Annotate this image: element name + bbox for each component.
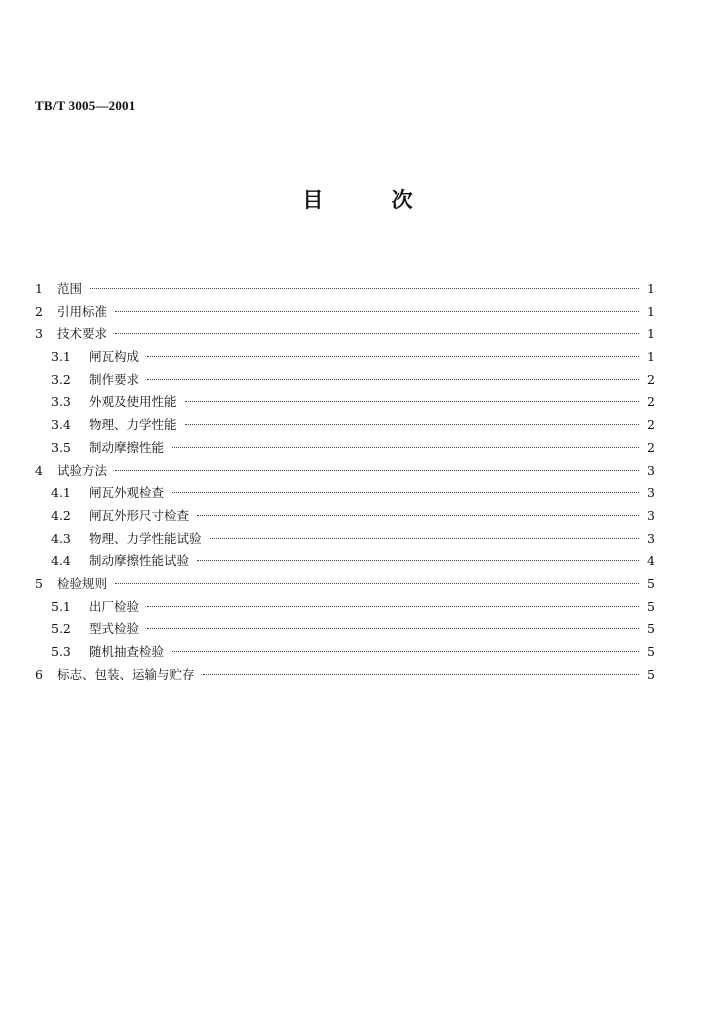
- toc-entry-leader: [90, 288, 639, 289]
- toc-entry-number: 6: [35, 666, 43, 682]
- toc-entry[interactable]: [35, 505, 655, 528]
- toc-entry-number: 4.3: [51, 530, 71, 546]
- toc-entry-number: 5.3: [51, 644, 71, 659]
- toc-entry-title: 标志、包装、运输与贮存: [57, 666, 195, 682]
- toc-entry[interactable]: [35, 437, 655, 460]
- toc-entry-title: 技术要求: [57, 326, 108, 342]
- toc-entry-page: 5: [647, 644, 655, 659]
- toc-entry[interactable]: [35, 323, 655, 346]
- toc-entry-page: 5: [647, 598, 655, 614]
- toc-entry-page: 1: [647, 303, 655, 319]
- toc-entry-page: 3: [647, 485, 655, 501]
- toc-entry[interactable]: [35, 550, 655, 573]
- toc-entry-number: 4: [35, 462, 43, 478]
- toc-entry[interactable]: [35, 301, 655, 324]
- toc-entry-number: 4.1: [51, 485, 71, 501]
- toc-entry-leader: [203, 674, 639, 675]
- toc-entry-leader: [147, 628, 639, 629]
- toc-entry-number: 3.4: [51, 417, 71, 433]
- toc-entry-leader: [185, 424, 639, 425]
- toc-entry-title: 制作要求: [89, 371, 140, 387]
- toc-entry[interactable]: [35, 346, 655, 369]
- toc-entry-leader: [172, 492, 639, 493]
- toc-entry-page: 1: [647, 326, 655, 342]
- toc-entry-title: 引用标准: [57, 303, 108, 319]
- toc-entry[interactable]: [35, 618, 655, 641]
- toc-entry[interactable]: [35, 664, 655, 687]
- toc-entry-title: 闸瓦外观检查: [89, 485, 165, 501]
- toc-entry-title: 试验方法: [57, 462, 108, 478]
- toc-entry-number: 3: [35, 326, 43, 342]
- toc-entry[interactable]: [35, 391, 655, 414]
- toc-entry-title: 外观及使用性能: [89, 394, 177, 410]
- toc-entry[interactable]: [35, 596, 655, 619]
- standard-code: TB/T 3005—2001: [35, 98, 136, 113]
- toc-entry-title: 制动摩擦性能: [89, 439, 165, 455]
- toc-entry-title: 随机抽查检验: [89, 644, 165, 659]
- toc-entry-page: 3: [647, 530, 655, 546]
- toc-entry-page: 2: [647, 417, 655, 433]
- toc-title: [0, 184, 715, 214]
- toc-entry-page: 3: [647, 462, 655, 478]
- toc-entry-title: 出厂检验: [89, 598, 140, 614]
- toc-entry[interactable]: [35, 641, 655, 664]
- toc-entry-title: 检验规则: [57, 575, 108, 591]
- toc-entry-title: 制动摩擦性能试验: [89, 553, 190, 569]
- toc-entry-title: 范围: [57, 281, 83, 296]
- toc-entry-leader: [197, 560, 639, 561]
- toc-entry-leader: [185, 401, 639, 402]
- toc-entry[interactable]: [35, 414, 655, 437]
- toc-entry-number: 1: [35, 281, 43, 296]
- toc-entry-number: 3.5: [51, 439, 71, 455]
- toc-entry-leader: [210, 538, 639, 539]
- table-of-contents: [35, 278, 655, 686]
- toc-entry-number: 2: [35, 303, 43, 319]
- toc-entry-number: 3.2: [51, 371, 71, 387]
- toc-entry-leader: [115, 470, 639, 471]
- toc-entry[interactable]: [35, 369, 655, 392]
- toc-entry-leader: [147, 379, 639, 380]
- toc-entry-title: 闸瓦构成: [89, 349, 140, 365]
- toc-entry-page: 1: [647, 281, 655, 296]
- toc-entry[interactable]: [35, 573, 655, 596]
- toc-entry-page: 2: [647, 394, 655, 410]
- toc-entry-page: 2: [647, 439, 655, 455]
- toc-entry-number: 5.1: [51, 598, 71, 614]
- toc-entry-page: 5: [647, 666, 655, 682]
- toc-entry-page: 3: [647, 507, 655, 523]
- toc-entry-title: 闸瓦外形尺寸检查: [89, 507, 190, 523]
- toc-entry-title: 物理、力学性能试验: [89, 530, 202, 546]
- toc-entry-page: 5: [647, 621, 655, 637]
- toc-entry-number: 4.2: [51, 507, 71, 523]
- toc-entry-leader: [172, 651, 639, 652]
- toc-title-part: 次: [391, 188, 413, 212]
- toc-entry-leader: [115, 333, 639, 334]
- toc-entry-leader: [115, 311, 639, 312]
- toc-entry[interactable]: [35, 460, 655, 483]
- toc-entry-title: 型式检验: [89, 621, 140, 637]
- toc-entry-page: 5: [647, 575, 655, 591]
- toc-entry-leader: [172, 447, 639, 448]
- toc-entry-page: 4: [647, 553, 655, 569]
- toc-entry-title: 物理、力学性能: [89, 417, 177, 433]
- toc-entry-leader: [115, 583, 639, 584]
- toc-entry[interactable]: [35, 528, 655, 551]
- toc-entry-number: 5.2: [51, 621, 71, 637]
- toc-title-part: 目: [302, 188, 324, 212]
- toc-entry[interactable]: [35, 278, 655, 301]
- toc-entry-leader: [147, 356, 639, 357]
- toc-entry-page: 1: [647, 349, 655, 365]
- toc-entry-leader: [197, 515, 639, 516]
- toc-entry-number: 3.1: [51, 349, 71, 365]
- toc-entry-leader: [147, 606, 639, 607]
- toc-entry[interactable]: [35, 482, 655, 505]
- toc-entry-number: 5: [35, 575, 43, 591]
- toc-entry-number: 3.3: [51, 394, 71, 410]
- toc-entry-number: 4.4: [51, 553, 71, 569]
- toc-entry-page: 2: [647, 371, 655, 387]
